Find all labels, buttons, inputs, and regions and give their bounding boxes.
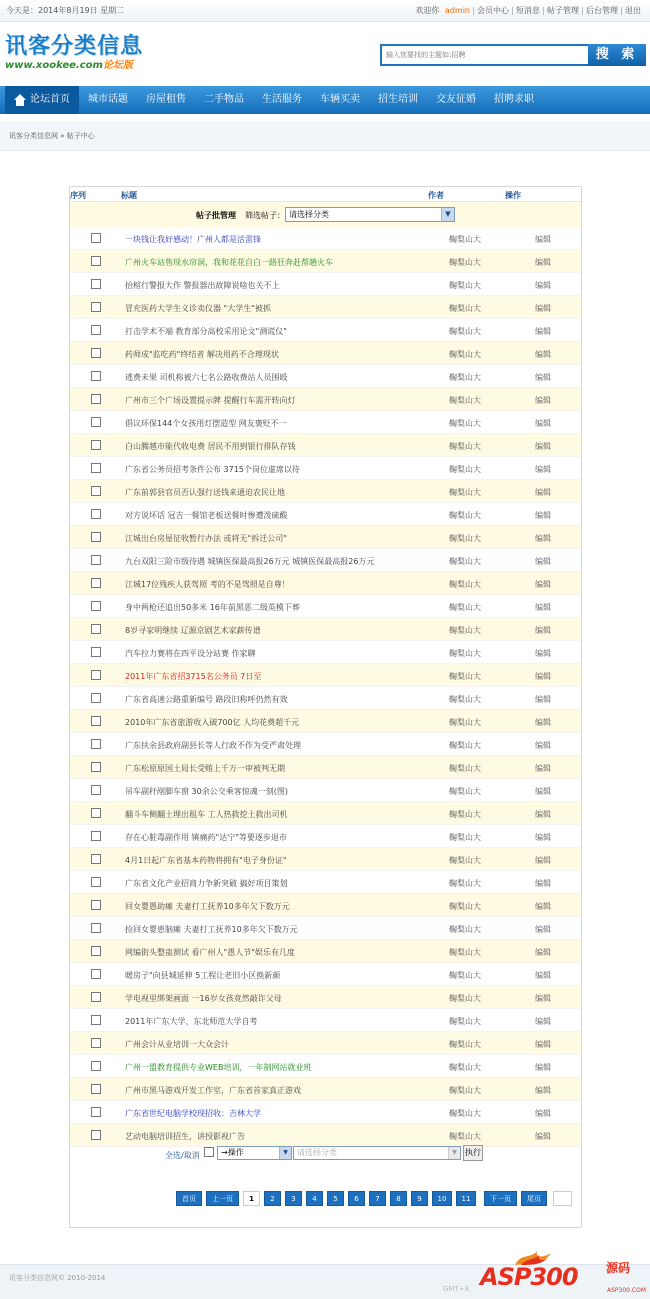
post-title-link[interactable]: 吊车副秆剐脚车窗 30余公交乘客惊魂一刻(图) (125, 787, 288, 796)
table-row (70, 227, 581, 250)
page-9[interactable]: 9 (411, 1191, 428, 1206)
table-row (70, 365, 581, 388)
filter-label: 筛选帖子： (245, 211, 285, 220)
post-author[interactable]: 鞠梨山大 (449, 833, 481, 842)
post-title-link[interactable]: 广州火车站售现水帘洞，我和花花自白一路狂奔赶帮趟火车 (125, 258, 333, 267)
post-title-link[interactable]: 广东前郭县官员否认强行送钱来通迫农民让地 (125, 488, 285, 497)
post-author[interactable]: 鞠梨山大 (449, 373, 481, 382)
table-row (70, 1009, 581, 1032)
edit-link[interactable]: 编辑 (535, 281, 551, 290)
row-checkbox[interactable] (91, 440, 101, 450)
page-jump-input[interactable] (553, 1191, 572, 1206)
row-checkbox[interactable] (91, 302, 101, 312)
row-checkbox[interactable] (91, 1061, 101, 1071)
row-checkbox[interactable] (91, 647, 101, 657)
post-title-link[interactable]: 逃费未果 司机称被六七名公路收费站人员围殴 (125, 373, 288, 382)
edit-link[interactable]: 编辑 (535, 396, 551, 405)
post-author[interactable]: 鞠梨山大 (449, 304, 481, 313)
row-checkbox[interactable] (91, 578, 101, 588)
col-author-header: 作者 (428, 191, 444, 200)
row-checkbox[interactable] (91, 1107, 101, 1117)
post-author[interactable]: 鞠梨山大 (449, 1109, 481, 1118)
edit-link[interactable]: 编辑 (535, 488, 551, 497)
post-title-link[interactable]: 艺动电脑培训招生，讲授影视广告 (125, 1132, 245, 1141)
search-button[interactable]: 搜 索 (588, 44, 646, 66)
watermark-brand: ASP300 (480, 1263, 578, 1291)
page-1[interactable]: 1 (243, 1191, 260, 1206)
post-title-link[interactable]: 8岁寻家明继续 辽源京剧艺术家薪传谱 (125, 626, 261, 635)
post-title-link[interactable]: 广东扶余县政府副县长等人行政不作为受严肃处理 (125, 741, 301, 750)
chevron-down-icon: ▼ (441, 208, 454, 221)
row-checkbox[interactable] (91, 233, 101, 243)
post-author[interactable]: 鞠梨山大 (449, 787, 481, 796)
edit-link[interactable]: 编辑 (535, 511, 551, 520)
post-author[interactable]: 鞠梨山大 (449, 856, 481, 865)
watermark-logo (478, 1249, 650, 1299)
row-checkbox[interactable] (91, 762, 101, 772)
table-row (70, 1055, 581, 1078)
row-checkbox[interactable] (91, 601, 101, 611)
edit-link[interactable]: 编辑 (535, 350, 551, 359)
row-checkbox[interactable] (91, 279, 101, 289)
edit-link[interactable]: 编辑 (535, 649, 551, 658)
main-nav (0, 86, 650, 114)
post-manage-link[interactable]: 帖子管理 (543, 7, 582, 15)
row-checkbox[interactable] (91, 900, 101, 910)
nav-item-training[interactable]: 招生培训 (378, 94, 418, 105)
post-title-link[interactable]: 广州市三个广场设置提示牌 提醒行车需开转向灯 (125, 396, 296, 405)
edit-link[interactable]: 编辑 (535, 787, 551, 796)
post-author[interactable]: 鞠梨山大 (449, 1017, 481, 1026)
row-checkbox[interactable] (91, 1130, 101, 1140)
edit-link[interactable]: 编辑 (535, 764, 551, 773)
post-author[interactable]: 鞠梨山大 (449, 994, 481, 1003)
table-row (70, 733, 581, 756)
batch-manage-label: 帖子批管理 (196, 211, 236, 220)
post-author[interactable]: 鞠梨山大 (449, 902, 481, 911)
logo-domain: www.xookee.com论坛版 (5, 60, 133, 71)
table-row (70, 963, 581, 986)
table-row (70, 250, 581, 273)
nav-item-dating[interactable]: 交友征婚 (436, 94, 476, 105)
post-title-link[interactable]: 回女婴愚助瘫 夫妻打工抚养10多年欠下数万元 (125, 902, 290, 911)
table-row (70, 480, 581, 503)
breadcrumb (0, 121, 650, 151)
row-checkbox[interactable] (91, 946, 101, 956)
table-row (70, 549, 581, 572)
username-link[interactable]: admin (444, 5, 470, 15)
post-author[interactable]: 鞠梨山大 (449, 603, 481, 612)
post-title-link[interactable]: 捡回女婴患脑瘫 夫妻打工抚养10多年欠下数万元 (125, 925, 298, 934)
post-author[interactable]: 鞠梨山大 (449, 327, 481, 336)
edit-link[interactable]: 编辑 (535, 603, 551, 612)
row-checkbox[interactable] (91, 371, 101, 381)
pagination (176, 1191, 572, 1206)
post-title-link[interactable]: 存在心脏毒副作用 镇痛药"达宁"等要逐步退市 (125, 833, 287, 842)
row-checkbox[interactable] (91, 624, 101, 634)
table-row (70, 434, 581, 457)
post-author[interactable]: 鞠梨山大 (449, 419, 481, 428)
edit-link[interactable]: 编辑 (535, 1040, 551, 1049)
post-author[interactable]: 鞠梨山大 (449, 1132, 481, 1141)
breadcrumb-home[interactable]: 讯客分类信息网 (9, 132, 58, 140)
row-checkbox[interactable] (91, 1038, 101, 1048)
table-row (70, 986, 581, 1009)
edit-link[interactable]: 编辑 (535, 948, 551, 957)
edit-link[interactable]: 编辑 (535, 1017, 551, 1026)
table-row (70, 687, 581, 710)
row-checkbox[interactable] (91, 486, 101, 496)
post-author[interactable]: 鞠梨山大 (449, 465, 481, 474)
member-center-link[interactable]: 会员中心 (473, 7, 512, 15)
nav-item-secondhand[interactable]: 二手物品 (204, 94, 244, 105)
post-title-link[interactable]: 冒充医药大学生义诊卖仪器 "大学生"被抓 (125, 304, 271, 313)
edit-link[interactable]: 编辑 (535, 718, 551, 727)
table-row (70, 342, 581, 365)
row-checkbox[interactable] (91, 417, 101, 427)
row-checkbox[interactable] (91, 969, 101, 979)
post-author[interactable]: 鞠梨山大 (449, 580, 481, 589)
post-title-link[interactable]: 广州市黑马游戏开发工作室，广东省首家真正游戏 (125, 1086, 301, 1095)
row-checkbox[interactable] (91, 463, 101, 473)
row-checkbox[interactable] (91, 785, 101, 795)
post-title-link[interactable]: 九台双阳三险市级待遇 城镇医保最高报26万元 城镇医保最高报26万元 (125, 557, 375, 566)
table-row (70, 296, 581, 319)
edit-link[interactable]: 编辑 (535, 1063, 551, 1072)
watermark-domain: ASP300.COM (607, 1287, 646, 1294)
row-checkbox[interactable] (91, 992, 101, 1002)
table-row (70, 457, 581, 480)
col-action-header: 操作 (505, 191, 521, 200)
row-checkbox[interactable] (91, 854, 101, 864)
page-prev[interactable]: 上一页 (206, 1191, 239, 1206)
table-header (70, 187, 581, 201)
batch-category-select[interactable]: 请选择分类 ▼ (293, 1146, 461, 1160)
edit-link[interactable]: 编辑 (535, 327, 551, 336)
row-checkbox[interactable] (91, 555, 101, 565)
select-all-checkbox[interactable] (204, 1147, 214, 1157)
batch-actions (70, 1143, 581, 1165)
edit-link[interactable]: 编辑 (535, 557, 551, 566)
post-title-link[interactable]: 江城17位残疾人获驾照 考的不是驾照是自尊！ (125, 580, 290, 589)
edit-link[interactable]: 编辑 (535, 442, 551, 451)
page-8[interactable]: 8 (390, 1191, 407, 1206)
messages-link[interactable]: 短消息 (512, 7, 543, 15)
table-row (70, 871, 581, 894)
row-checkbox[interactable] (91, 808, 101, 818)
row-checkbox[interactable] (91, 877, 101, 887)
post-author[interactable]: 鞠梨山大 (449, 442, 481, 451)
page-last[interactable]: 尾页 (521, 1191, 547, 1206)
post-title-link[interactable]: 江城出台房屋征收暂行办法 或将无"拆迁公司" (125, 534, 287, 543)
logo-title: 讯客分类信息 (5, 34, 144, 59)
post-title-link[interactable]: 身中两枪还追出50多米 16年前黑恶二级英模下葬 (125, 603, 300, 612)
edit-link[interactable]: 编辑 (535, 258, 551, 267)
post-rows (70, 227, 581, 1147)
logout-link[interactable]: 退出 (621, 7, 644, 15)
row-checkbox[interactable] (91, 1084, 101, 1094)
category-filter-select[interactable]: 请选择分类 ▼ (285, 207, 455, 222)
post-author[interactable]: 鞠梨山大 (449, 649, 481, 658)
edit-link[interactable]: 编辑 (535, 1086, 551, 1095)
edit-link[interactable]: 编辑 (535, 833, 551, 842)
row-checkbox[interactable] (91, 509, 101, 519)
post-title-link[interactable]: 广东省文化产业招商力争新突破 搞好项目策划 (125, 879, 288, 888)
table-row (70, 388, 581, 411)
page-5[interactable]: 5 (327, 1191, 344, 1206)
watermark-brand-cn: 源码 (606, 1261, 631, 1275)
post-author[interactable]: 鞠梨山大 (449, 235, 481, 244)
operation-select[interactable]: →操作 ▼ (217, 1146, 292, 1160)
post-title-link[interactable]: 2011年广东省招3715名公务员 7日至 (125, 672, 262, 681)
post-title-link[interactable]: 广东省公务员招考条件公布 3715个岗位虚席以待 (125, 465, 300, 474)
edit-link[interactable]: 编辑 (535, 925, 551, 934)
post-title-link[interactable]: 网编街头整蛊测试 看广州人"愚人节"娱乐有几度 (125, 948, 295, 957)
table-row (70, 1032, 581, 1055)
post-title-link[interactable]: 广州一盟教育提供专业WEB培训，一年制网站就业班 (125, 1063, 312, 1072)
post-author[interactable]: 鞠梨山大 (449, 396, 481, 405)
edit-link[interactable]: 编辑 (535, 672, 551, 681)
post-title-link[interactable]: 翻斗车侧翻土埋出租车 工人热救挖土救出司机 (125, 810, 288, 819)
select-all-link[interactable]: 全选/取消 (165, 1151, 200, 1160)
edit-link[interactable]: 编辑 (535, 373, 551, 382)
site-logo[interactable] (5, 34, 143, 72)
post-title-link[interactable]: 广东松原原国土局长受贿上千万一审被判无期 (125, 764, 285, 773)
nav-item-jobs[interactable]: 招聘求职 (494, 94, 534, 105)
row-checkbox[interactable] (91, 532, 101, 542)
edit-link[interactable]: 编辑 (535, 741, 551, 750)
admin-link[interactable]: 后台管理 (582, 7, 621, 15)
row-checkbox[interactable] (91, 256, 101, 266)
post-title-link[interactable]: 白山腾越市能代收电费 居民不用到银行排队存钱 (125, 442, 296, 451)
table-row (70, 618, 581, 641)
table-row (70, 273, 581, 296)
row-checkbox[interactable] (91, 394, 101, 404)
edit-link[interactable]: 编辑 (535, 626, 551, 635)
edit-link[interactable]: 编辑 (535, 235, 551, 244)
breadcrumb-current: 帖子中心 (66, 132, 95, 140)
table-row (70, 802, 581, 825)
post-title-link[interactable]: 打击学术不端 教育部分高校采用论文"测谎仪" (125, 327, 287, 336)
post-author[interactable]: 鞠梨山大 (449, 672, 481, 681)
logo-tag: 论坛版 (102, 60, 133, 71)
post-author[interactable]: 鞠梨山大 (449, 626, 481, 635)
post-author[interactable]: 鞠梨山大 (449, 1040, 481, 1049)
post-title-link[interactable]: 广东省世纪电脑学校现招收：吉林大学 (125, 1109, 261, 1118)
nav-item-services[interactable]: 生活服务 (262, 94, 302, 105)
post-author[interactable]: 鞠梨山大 (449, 971, 481, 980)
edit-link[interactable]: 编辑 (535, 304, 551, 313)
nav-item-home[interactable]: 论坛首页 (5, 86, 79, 114)
edit-link[interactable]: 编辑 (535, 465, 551, 474)
page-7[interactable]: 7 (369, 1191, 386, 1206)
current-date: 今天是：2014年8月19日 星期二 (6, 6, 125, 15)
table-row (70, 825, 581, 848)
table-row (70, 664, 581, 687)
post-author[interactable]: 鞠梨山大 (449, 511, 481, 520)
table-row (70, 319, 581, 342)
post-list-panel (69, 186, 582, 1228)
post-title-link[interactable]: 汽车拉力赛将在四平设分站赛 作家聊 (125, 649, 256, 658)
filter-row (70, 201, 581, 227)
chevron-down-icon: ▼ (448, 1147, 460, 1159)
table-row (70, 503, 581, 526)
table-row (70, 572, 581, 595)
edit-link[interactable]: 编辑 (535, 580, 551, 589)
post-title-link[interactable]: 广州会计从业培训一大众会计 (125, 1040, 229, 1049)
edit-link[interactable]: 编辑 (535, 902, 551, 911)
edit-link[interactable]: 编辑 (535, 1132, 551, 1141)
edit-link[interactable]: 编辑 (535, 695, 551, 704)
chevron-down-icon: ▼ (279, 1147, 291, 1159)
post-author[interactable]: 鞠梨山大 (449, 258, 481, 267)
copyright: 讯客分类信息网© 2010-2014 (9, 1274, 106, 1282)
search-box (380, 44, 646, 66)
edit-link[interactable]: 编辑 (535, 419, 551, 428)
top-links (412, 7, 644, 15)
row-checkbox[interactable] (91, 325, 101, 335)
table-row (70, 595, 581, 618)
row-checkbox[interactable] (91, 348, 101, 358)
row-checkbox[interactable] (91, 670, 101, 680)
table-row (70, 411, 581, 434)
page-4[interactable]: 4 (306, 1191, 323, 1206)
post-author[interactable]: 鞠梨山大 (449, 879, 481, 888)
post-title-link[interactable]: 暖房子"向县城延伸 5工程让老旧小区换新颜 (125, 971, 281, 980)
edit-link[interactable]: 编辑 (535, 994, 551, 1003)
breadcrumb-separator: » (60, 132, 65, 140)
post-author[interactable]: 鞠梨山大 (449, 1063, 481, 1072)
welcome-text: 欢迎你 admin (415, 5, 470, 15)
post-author[interactable]: 鞠梨山大 (449, 281, 481, 290)
table-row (70, 710, 581, 733)
post-author[interactable]: 鞠梨山大 (449, 948, 481, 957)
post-title-link[interactable]: 4月1日起广东省基本药物将拥有"电子身份证" (125, 856, 287, 865)
table-row (70, 526, 581, 549)
edit-link[interactable]: 编辑 (535, 879, 551, 888)
col-title-header: 标题 (121, 191, 137, 200)
page-6[interactable]: 6 (348, 1191, 365, 1206)
row-checkbox[interactable] (91, 739, 101, 749)
row-checkbox[interactable] (91, 923, 101, 933)
edit-link[interactable]: 编辑 (535, 534, 551, 543)
post-title-link[interactable]: 2011年广东大学、东北师范大学自考 (125, 1017, 258, 1026)
post-author[interactable]: 鞠梨山大 (449, 810, 481, 819)
search-input[interactable] (380, 44, 588, 66)
post-author[interactable]: 鞠梨山大 (449, 1086, 481, 1095)
nav-item-city[interactable]: 城市话题 (88, 94, 128, 105)
post-title-link[interactable]: 2010年广东省旅游收入破700亿 人均花费超千元 (125, 718, 300, 727)
page-next[interactable]: 下一页 (484, 1191, 517, 1206)
table-row (70, 641, 581, 664)
post-author[interactable]: 鞠梨山大 (449, 350, 481, 359)
table-row (70, 1078, 581, 1101)
row-checkbox[interactable] (91, 716, 101, 726)
post-title-link[interactable]: 学电视里绑架画面 一16岁女孩竟然敲诈父母 (125, 994, 282, 1003)
post-title-link[interactable]: 一块钱让我好感动！广州人都是活雷锋 (125, 235, 261, 244)
table-row (70, 940, 581, 963)
table-row (70, 894, 581, 917)
page-10[interactable]: 10 (432, 1191, 452, 1206)
row-checkbox[interactable] (91, 693, 101, 703)
page-3[interactable]: 3 (285, 1191, 302, 1206)
page-first[interactable]: 首页 (176, 1191, 202, 1206)
post-title-link[interactable]: 广东省高速公路重新编号 路段旧称呼仍然有效 (125, 695, 288, 704)
page-2[interactable]: 2 (264, 1191, 281, 1206)
execute-button[interactable]: 执行 (463, 1145, 483, 1161)
row-checkbox[interactable] (91, 831, 101, 841)
edit-link[interactable]: 编辑 (535, 1109, 551, 1118)
timezone: GMT+8, (443, 1285, 472, 1293)
nav-item-vehicles[interactable]: 车辆买卖 (320, 94, 360, 105)
col-index-header: 序列 (70, 191, 86, 200)
post-author[interactable]: 鞠梨山大 (449, 741, 481, 750)
nav-item-housing[interactable]: 房屋租售 (146, 94, 186, 105)
row-checkbox[interactable] (91, 1015, 101, 1025)
table-row (70, 779, 581, 802)
post-author[interactable]: 鞠梨山大 (449, 695, 481, 704)
post-author[interactable]: 鞠梨山大 (449, 718, 481, 727)
home-icon (14, 94, 26, 106)
table-row (70, 848, 581, 871)
table-row (70, 756, 581, 779)
table-row (70, 917, 581, 940)
post-author[interactable]: 鞠梨山大 (449, 488, 481, 497)
top-bar (0, 0, 650, 22)
edit-link[interactable]: 编辑 (535, 856, 551, 865)
post-title-link[interactable]: 药师成"监吃药"终结者 解决用药不合理现状 (125, 350, 279, 359)
post-title-link[interactable]: 抬棺行警报大作 警报器出故障说啥也关不上 (125, 281, 280, 290)
post-author[interactable]: 鞠梨山大 (449, 534, 481, 543)
post-author[interactable]: 鞠梨山大 (449, 557, 481, 566)
post-title-link[interactable]: 对方说坏话 冠吉一餐馆老板送餐时惨遭泼硫酸 (125, 511, 288, 520)
post-author[interactable]: 鞠梨山大 (449, 764, 481, 773)
table-row (70, 1101, 581, 1124)
edit-link[interactable]: 编辑 (535, 810, 551, 819)
page-11[interactable]: 11 (456, 1191, 476, 1206)
post-author[interactable]: 鞠梨山大 (449, 925, 481, 934)
post-title-link[interactable]: 倡议环保144个女孩用灯摆造型 网友褒贬不一 (125, 419, 287, 428)
edit-link[interactable]: 编辑 (535, 971, 551, 980)
